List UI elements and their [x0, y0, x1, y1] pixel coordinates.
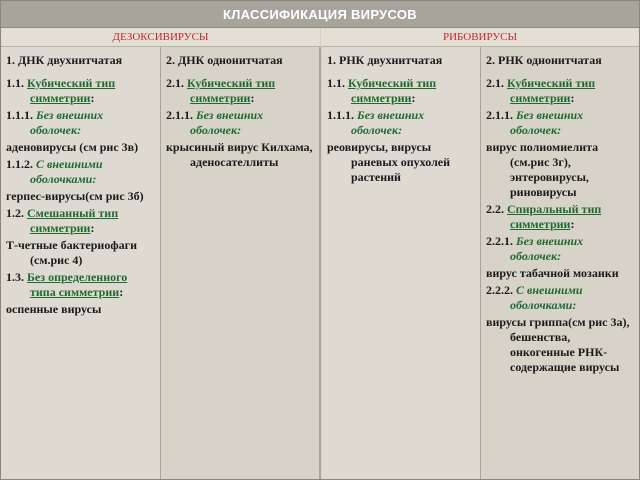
item-number: 2.2.2.: [486, 283, 513, 297]
column-dna-single: [161, 47, 321, 479]
item-2-2-1: [486, 234, 634, 264]
symmetry-type: Кубический тип симметрии: [187, 76, 276, 105]
title-bar: [1, 1, 639, 28]
column-heading: 1. РНК двухнитчатая: [327, 53, 443, 67]
item-2-2-2: [486, 283, 634, 313]
symmetry-type: Смешанный тип симметрии: [27, 206, 119, 235]
envelope-type: Без внешних оболочек:: [510, 108, 584, 137]
symmetry-type: Кубический тип симметрии: [27, 76, 116, 105]
symmetry-type: Без определенного типа симметрии: [27, 270, 128, 299]
item-1-1-2: [6, 157, 155, 187]
item-2-1-1: [486, 108, 634, 138]
example-2-2-1: вирус табачной мозаики: [486, 266, 619, 280]
item-1-1: [327, 76, 475, 106]
item-1-3: [6, 270, 155, 300]
envelope-type: С внешними оболочками:: [510, 283, 583, 312]
example-1-1-1: реовирусы, вирусы раневых опухолей растений: [327, 140, 451, 184]
example-1-3: оспенные вирусы: [6, 302, 102, 316]
colon: :: [411, 91, 416, 105]
example-2-2-2: вирусы гриппа(см рис 3а), бешенства, онкогенные РНК-содержащие вирусы: [486, 315, 630, 374]
item-1-2: [6, 206, 155, 236]
item-1-1-1: [6, 108, 155, 138]
item-number: 2.1.1.: [166, 108, 193, 122]
colon: :: [570, 217, 575, 231]
item-1-1-1: [327, 108, 475, 138]
group-header-rna: РИБОВИРУСЫ: [321, 28, 639, 47]
item-number: 1.1.2.: [6, 157, 33, 171]
symmetry-type: Кубический тип симметрии: [348, 76, 437, 105]
item-number: 1.3.: [6, 270, 24, 284]
item-2-1: [166, 76, 314, 106]
envelope-type: Без внешних оболочек:: [190, 108, 264, 137]
example-1-2: Т-четные бактериофаги (см.рис 4): [6, 238, 137, 267]
item-number: 1.1.: [327, 76, 345, 90]
envelope-type: Без внешних оболочек:: [30, 108, 104, 137]
symmetry-type: Кубический тип симметрии: [507, 76, 596, 105]
item-2-1-1: [166, 108, 314, 138]
item-number: 1.1.: [6, 76, 24, 90]
colon: :: [90, 91, 95, 105]
column-heading: 2. РНК однонитчатая: [486, 53, 602, 67]
item-number: 1.2.: [6, 206, 24, 220]
column-rna-single: [481, 47, 639, 479]
item-1-1: [6, 76, 155, 106]
colon: :: [250, 91, 255, 105]
example-2-1-1: вирус полиомиелита (см.рис 3г), энтеровирусы, риновирусы: [486, 140, 599, 199]
slide-title: КЛАССИФИКАЦИЯ ВИРУСОВ: [223, 6, 417, 22]
item-number: 1.1.1.: [6, 108, 33, 122]
envelope-type: Без внешних оболочек:: [510, 234, 584, 263]
example-2-1-1: крысиный вирус Килхама, аденосателлиты: [166, 140, 313, 169]
colon: :: [570, 91, 575, 105]
item-2-1: [486, 76, 634, 106]
colon: :: [119, 285, 124, 299]
item-number: 2.2.: [486, 202, 504, 216]
item-2-2: [486, 202, 634, 232]
item-number: 2.1.: [486, 76, 504, 90]
symmetry-type: Спиральный тип симметрии: [507, 202, 602, 231]
example-1-1-2: герпес-вирусы(см рис 3б): [6, 189, 144, 203]
example-1-1-1: аденовирусы (см рис 3в): [6, 140, 139, 154]
item-number: 2.1.1.: [486, 108, 513, 122]
colon: :: [90, 221, 95, 235]
column-rna-double: [322, 47, 481, 479]
envelope-type: С внешними оболочками:: [30, 157, 103, 186]
column-heading: 1. ДНК двухнитчатая: [6, 53, 123, 67]
group-header-dna: ДЕЗОКСИВИРУСЫ: [1, 28, 320, 47]
item-number: 2.1.: [166, 76, 184, 90]
column-dna-double: [1, 47, 161, 479]
item-number: 2.2.1.: [486, 234, 513, 248]
item-number: 1.1.1.: [327, 108, 354, 122]
envelope-type: Без внешних оболочек:: [351, 108, 425, 137]
column-heading: 2. ДНК однонитчатая: [166, 53, 283, 67]
